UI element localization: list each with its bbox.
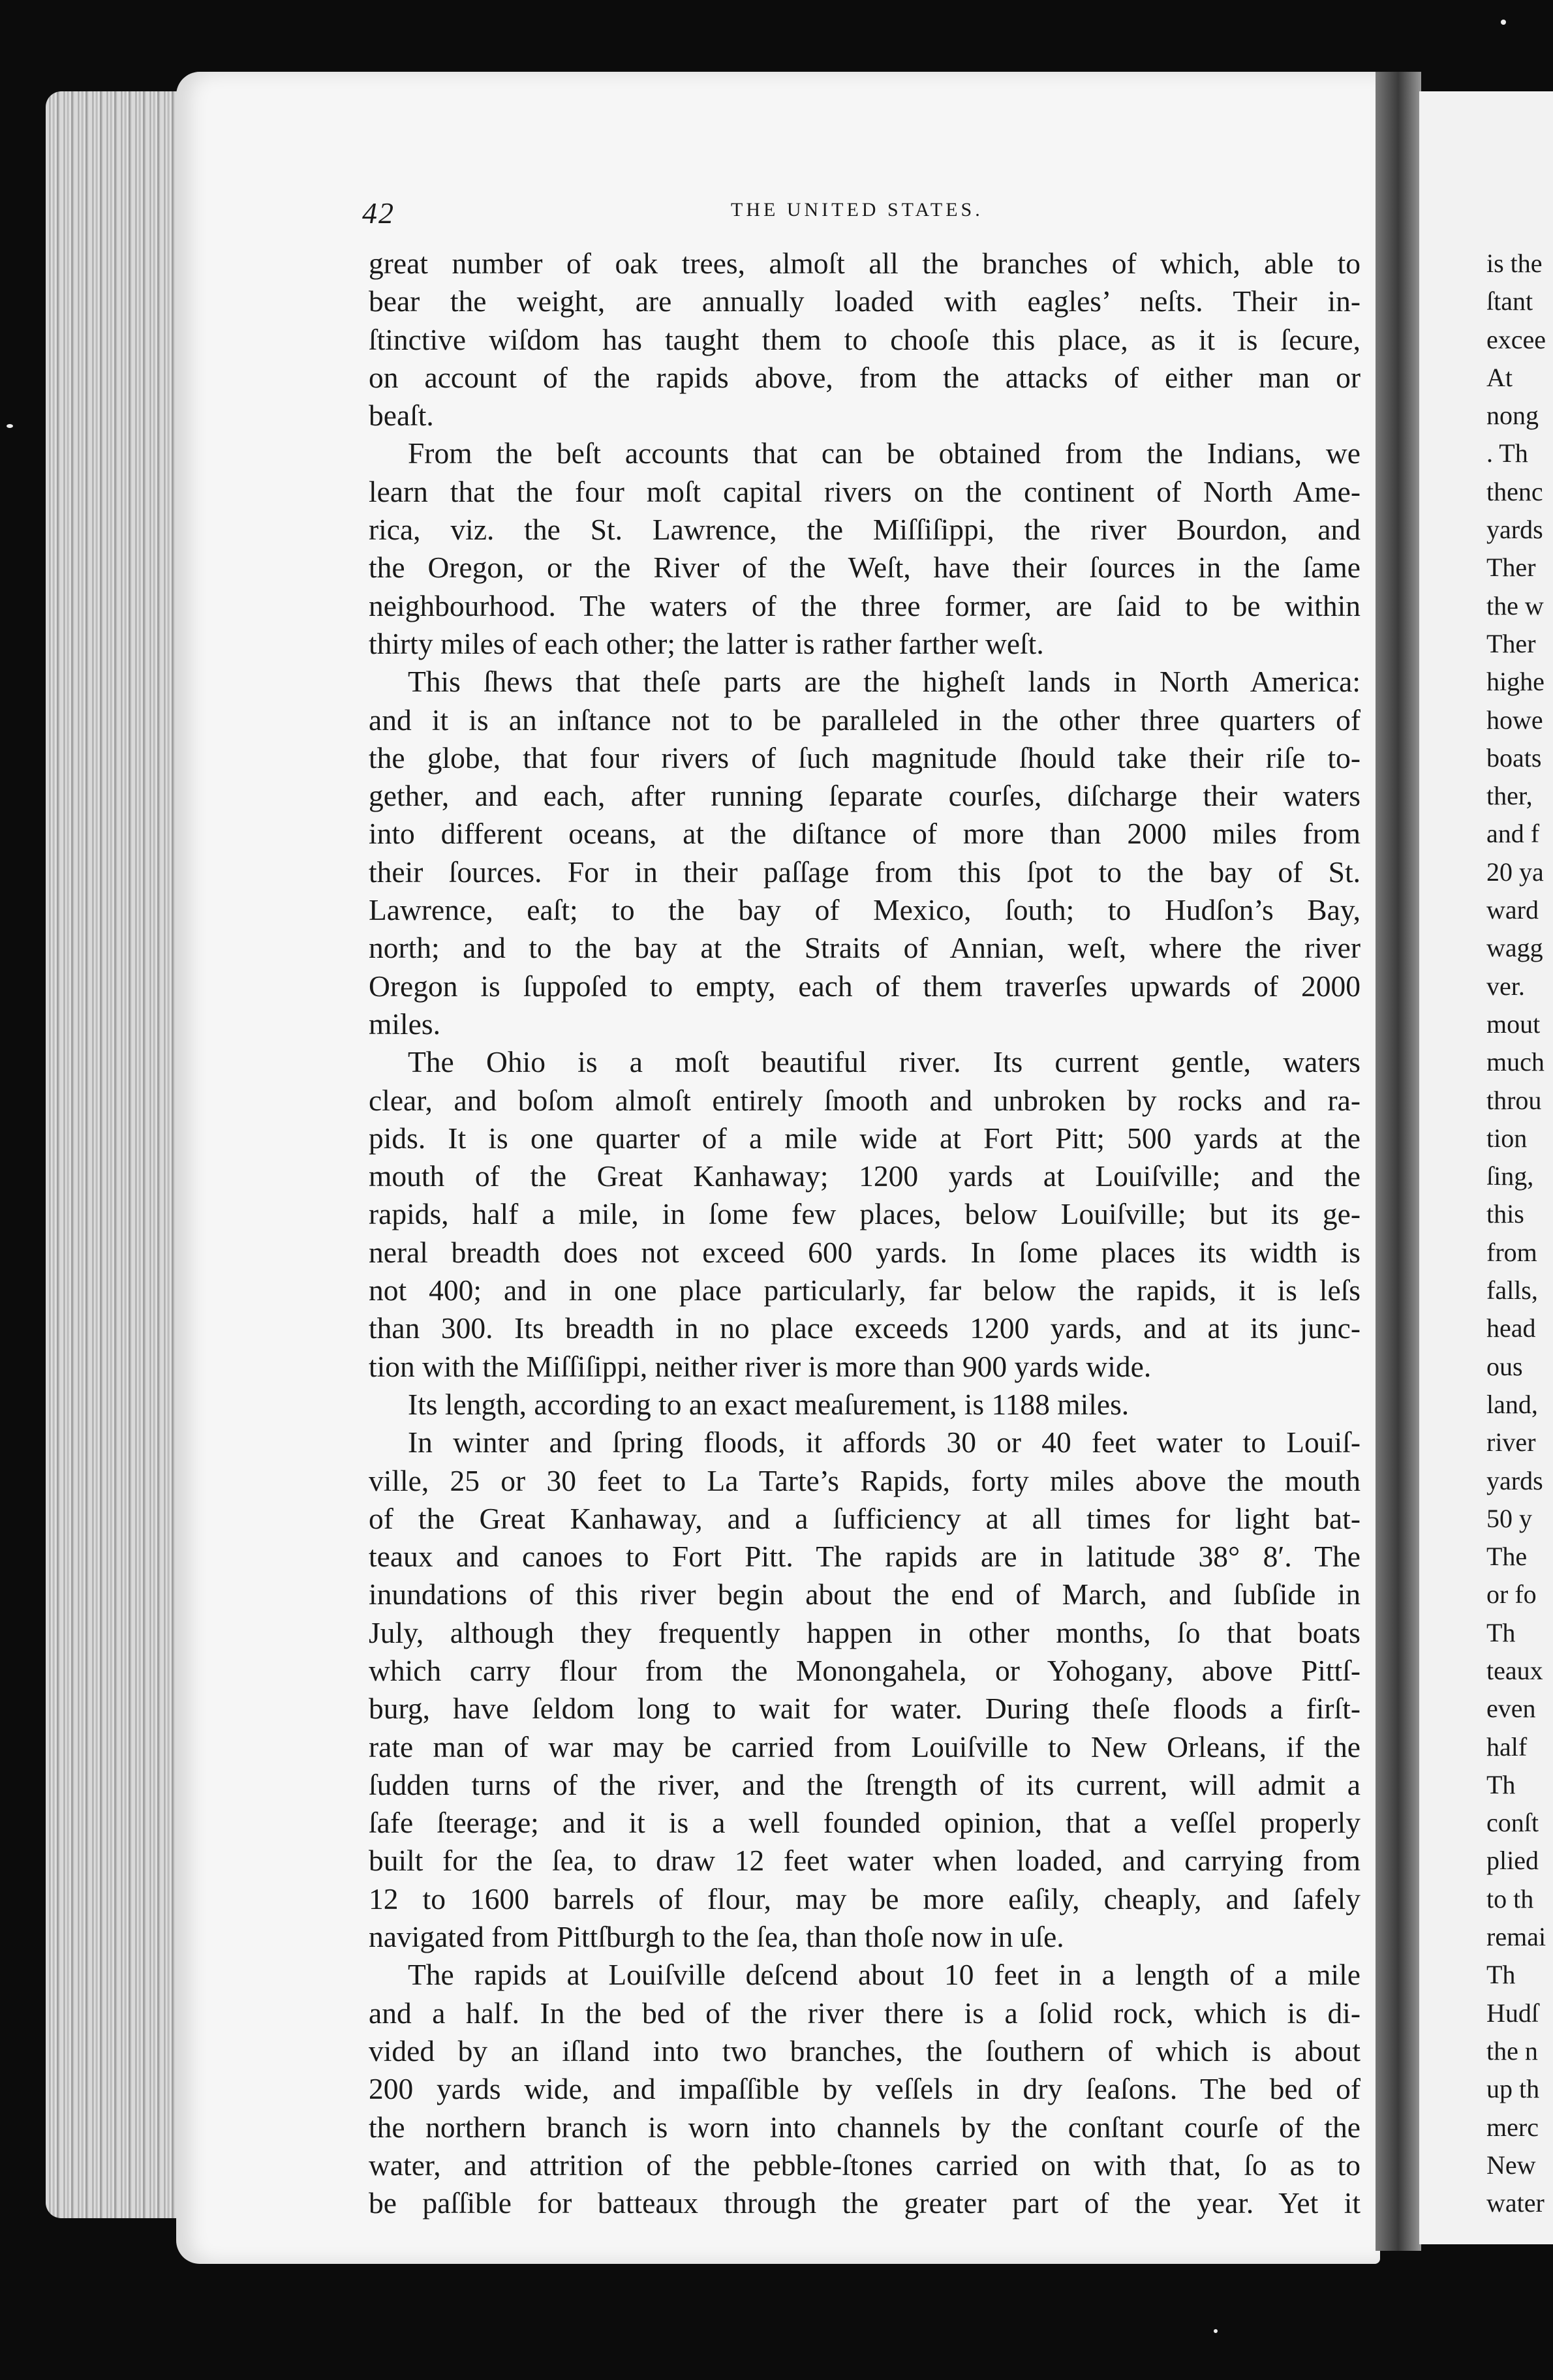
facing-page-fragment: water (1486, 2188, 1545, 2218)
text-line: rica, viz. the St. Lawrence, the Miſſiſippi, the river Bourdon, and (369, 513, 1361, 547)
facing-page-fragment: Th (1486, 1769, 1516, 1799)
text-line: the northern branch is worn into channels by the conſtant courſe of the (369, 2110, 1361, 2144)
page-header (362, 189, 1367, 228)
facing-page-fragment: teaux (1486, 1655, 1543, 1685)
text-line: 12 to 1600 barrels of flour, may be more eaſily, cheaply, and ſafely (369, 1882, 1361, 1915)
text-line: gether, and each, after running ſeparate courſes, diſcharge their waters (369, 779, 1361, 813)
text-line: pids. It is one quarter of a mile wide at Fort Pitt; 500 yards at the (369, 1121, 1361, 1155)
text-line: beaſt. (369, 399, 434, 433)
facing-page-fragment: is the (1486, 249, 1543, 278)
facing-page-fragment: wagg (1486, 933, 1543, 963)
facing-page-fragment: ver. (1486, 971, 1525, 1001)
text-line: vided by an iſland into two branches, the ſouthern of which is about (369, 2034, 1361, 2067)
text-line: July, although they frequently happen in other months, ſo that boats (369, 1615, 1361, 1649)
facing-page-fragment: ward (1486, 895, 1539, 925)
text-line: the Oregon, or the River of the Weſt, have their ſources in the ſame (369, 551, 1361, 585)
facing-page-fragment: At (1486, 362, 1513, 392)
text-line: learn that the four moſt capital rivers on the continent of North Ame- (369, 474, 1361, 508)
text-line: be paſſible for batteaux through the greater part of the year. Yet it (369, 2186, 1361, 2220)
facing-page-fragment: highe (1486, 667, 1545, 697)
facing-page-fragment: Ther (1486, 553, 1536, 583)
facing-page-fragment: head (1486, 1313, 1536, 1343)
facing-page-fragment: ſing, (1486, 1161, 1534, 1191)
facing-page-fragment: . Th (1486, 438, 1528, 468)
facing-page-fragment: this (1486, 1199, 1524, 1229)
text-line: teaux and canoes to Fort Pitt. The rapids are in latitude 38° 8′. The (369, 1540, 1361, 1574)
facing-page-fragment: or fo (1486, 1579, 1537, 1610)
facing-page-fragment: to th (1486, 1884, 1534, 1914)
facing-page-fragment: remai (1486, 1922, 1546, 1952)
text-line: ſafe ſteerage; and it is a well founded opinion, that a veſſel properly (369, 1806, 1361, 1840)
facing-page-fragment: conſt (1486, 1808, 1539, 1838)
text-line: thirty miles of each other; the latter is rather farther weſt. (369, 626, 1044, 660)
text-line: neral breadth does not exceed 600 yards. In ſome places its width is (369, 1235, 1361, 1269)
text-line: inundations of this river begin about the end of March, and ſubſide in (369, 1578, 1361, 1611)
text-line: rate man of war may be carried from Louiſville to New Orleans, if the (369, 1730, 1361, 1763)
facing-page-fragment: land, (1486, 1389, 1538, 1419)
body-text (369, 245, 1361, 2222)
text-line: built for the ſea, to draw 12 feet water when loaded, and carrying from (369, 1844, 1361, 1878)
facing-page-text (1486, 245, 1553, 2222)
facing-page-fragment: ous (1486, 1351, 1523, 1381)
facing-page-fragment: Hudſ (1486, 1998, 1539, 2028)
text-line: Oregon is ſuppoſed to empty, each of them traverſes upwards of 2000 (369, 969, 1361, 1003)
text-line: burg, have ſeldom long to wait for water. During theſe floods a firſt- (369, 1692, 1361, 1726)
text-line: north; and to the bay at the Straits of Annian, weſt, where the river (369, 931, 1361, 965)
facing-page-fragment: ther, (1486, 781, 1533, 811)
text-line: of the Great Kanhaway, and a ſufficiency at all times for light bat- (369, 1501, 1361, 1535)
text-line: which carry flour from the Monongahela, or Yohogany, above Pittſ- (369, 1653, 1361, 1687)
facing-page-fragment: nong (1486, 401, 1539, 431)
facing-page-fragment: Th (1486, 1960, 1516, 1990)
text-line: on account of the rapids above, from the attacks of either man or (369, 360, 1361, 394)
text-line: and it is an inſtance not to be paralleled in the other three quarters of (369, 703, 1361, 737)
text-line: mouth of the Great Kanhaway; 1200 yards at Louiſville; and the (369, 1159, 1361, 1193)
facing-page-fragment: even (1486, 1694, 1536, 1724)
facing-page-fragment: from (1486, 1237, 1537, 1267)
scan-speck (1501, 20, 1506, 25)
text-line: rapids, half a mile, in ſome few places, below Louiſville; but its ge- (369, 1197, 1361, 1231)
text-line: ville, 25 or 30 feet to La Tarte’s Rapids, forty miles above the mouth (369, 1463, 1361, 1497)
facing-page-fragment: howe (1486, 705, 1543, 735)
facing-page-fragment: yards (1486, 1465, 1543, 1495)
gutter-shadow (1376, 72, 1421, 2251)
facing-page-fragment: The (1486, 1542, 1528, 1572)
facing-page-fragment: Ther (1486, 628, 1536, 658)
text-line: Its length, according to an exact meaſurement, is 1188 miles. (408, 1387, 1130, 1421)
text-line: miles. (369, 1007, 440, 1041)
facing-page-fragment: thenc (1486, 476, 1543, 506)
facing-page-fragment: up th (1486, 2074, 1540, 2104)
page-edges (46, 91, 189, 2218)
scan-speck (1214, 2329, 1218, 2333)
facing-page-fragment: excee (1486, 324, 1546, 354)
text-line: The rapids at Louiſville deſcend about 10 feet in a length of a mile (408, 1958, 1361, 1992)
scan-speck (7, 424, 13, 428)
text-line: navigated from Pittſburgh to the ſea, than thoſe now in uſe. (369, 1920, 1064, 1954)
facing-page-fragment: half (1486, 1732, 1528, 1762)
facing-page-fragment: mout (1486, 1009, 1541, 1039)
facing-page-fragment: merc (1486, 2112, 1539, 2142)
text-line: water, and attrition of the pebble-ſtones carried on with that, ſo as to (369, 2148, 1361, 2182)
facing-page-fragment: plied (1486, 1846, 1539, 1876)
facing-page-fragment: Th (1486, 1617, 1516, 1647)
text-line: In winter and ſpring floods, it affords 30 or 40 feet water to Louiſ- (408, 1426, 1361, 1459)
text-line: This ſhews that theſe parts are the higheſt lands in North America: (408, 665, 1361, 699)
text-line: Lawrence, eaſt; to the bay of Mexico, ſouth; to Hudſon’s Bay, (369, 893, 1361, 927)
text-line: ſudden turns of the river, and the ſtrength of its current, will admit a (369, 1767, 1361, 1801)
facing-page-fragment: New (1486, 2150, 1536, 2180)
facing-page-fragment: river (1486, 1427, 1536, 1457)
facing-page-fragment: much (1486, 1047, 1545, 1077)
page-number: 42 (362, 196, 395, 230)
facing-page-fragment: ſtant (1486, 286, 1533, 316)
facing-page-fragment: and f (1486, 819, 1540, 849)
text-line: into different oceans, at the diſtance of more than 2000 miles from (369, 817, 1361, 851)
text-line: their ſources. For in their paſſage from this ſpot to the bay of St. (369, 855, 1361, 889)
text-line: From the beſt accounts that can be obtained from the Indians, we (408, 436, 1361, 470)
text-line: clear, and boſom almoſt entirely ſmooth and unbroken by rocks and ra- (369, 1083, 1361, 1117)
facing-page-fragment: tion (1486, 1123, 1528, 1153)
running-head: THE UNITED STATES. (731, 199, 983, 221)
text-line: and a half. In the bed of the river there is a ſolid rock, which is di- (369, 1996, 1361, 2030)
facing-page-fragment: 20 ya (1486, 857, 1544, 887)
text-line: neighbourhood. The waters of the three former, are ſaid to be within (369, 588, 1361, 622)
facing-page-fragment: 50 y (1486, 1503, 1532, 1533)
facing-page-fragment: the w (1486, 590, 1544, 620)
text-line: the globe, that four rivers of ſuch magnitude ſhould take their riſe to- (369, 740, 1361, 774)
text-line: The Ohio is a moſt beautiful river. Its current gentle, waters (408, 1045, 1361, 1079)
text-line: not 400; and in one place particularly, far below the rapids, it is leſs (369, 1274, 1361, 1307)
text-line: great number of oak trees, almoſt all the branches of which, able to (369, 247, 1361, 280)
text-line: 200 yards wide, and impaſſible by veſſels in dry ſeaſons. The bed of (369, 2072, 1361, 2106)
text-line: than 300. Its breadth in no place exceeds 1200 yards, and at its junc- (369, 1311, 1361, 1345)
facing-page-fragment: throu (1486, 1085, 1542, 1115)
facing-page-fragment: falls, (1486, 1275, 1538, 1305)
facing-page-fragment: the n (1486, 2036, 1538, 2066)
text-line: tion with the Miſſiſippi, neither river is more than 900 yards wide. (369, 1349, 1152, 1383)
text-line: ſtinctive wiſdom has taught them to chooſe this place, as it is ſecure, (369, 322, 1361, 356)
facing-page-fragment: boats (1486, 742, 1542, 772)
facing-page-fragment: yards (1486, 515, 1543, 545)
text-line: bear the weight, are annually loaded with eagles’ neſts. Their in- (369, 284, 1361, 318)
